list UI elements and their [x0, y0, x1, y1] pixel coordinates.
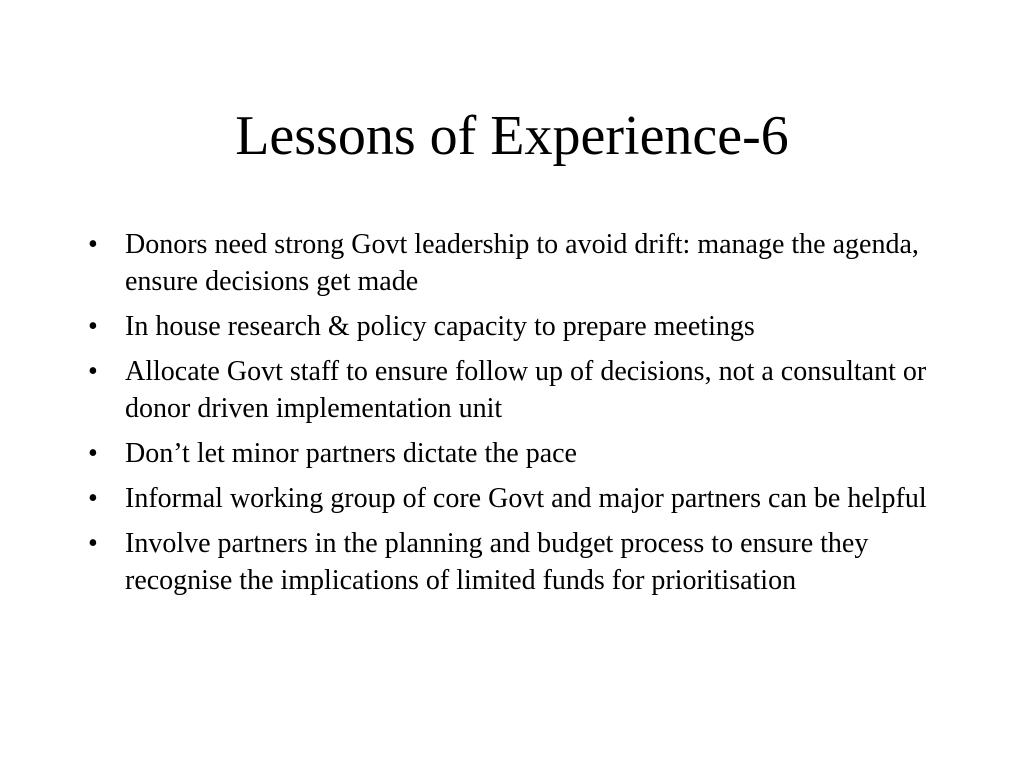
- bullet-icon: •: [88, 229, 98, 260]
- bullet-icon: •: [88, 311, 98, 342]
- bullet-item-minor-partners: [88, 435, 948, 472]
- bullet-item-research-capacity: [88, 308, 948, 345]
- bullet-text: In house research & policy capacity to prepare meetings: [125, 311, 755, 342]
- bullet-text: Informal working group of core Govt and major partners can be helpful: [125, 483, 927, 514]
- bullet-text: Don’t let minor partners dictate the pace: [125, 438, 577, 469]
- bullet-icon: •: [88, 438, 98, 469]
- bullet-text: Allocate Govt staff to ensure follow up of decisions, not a consultant or donor driven implementation unit: [125, 356, 927, 424]
- bullet-list: [88, 226, 948, 607]
- bullet-icon: •: [88, 528, 98, 559]
- bullet-icon: •: [88, 356, 98, 387]
- bullet-text: Involve partners in the planning and budget process to ensure they recognise the implications of limited funds for prioritisation: [125, 528, 869, 596]
- bullet-text: Donors need strong Govt leadership to avoid drift: manage the agenda, ensure decisions get made: [125, 229, 919, 297]
- bullet-item-donors-leadership: [88, 226, 948, 300]
- bullet-item-planning-budget: [88, 525, 948, 599]
- bullet-icon: •: [88, 483, 98, 514]
- bullet-item-working-group: [88, 480, 948, 517]
- bullet-item-govt-staff: [88, 353, 948, 427]
- slide-title: Lessons of Experience-6: [235, 105, 789, 167]
